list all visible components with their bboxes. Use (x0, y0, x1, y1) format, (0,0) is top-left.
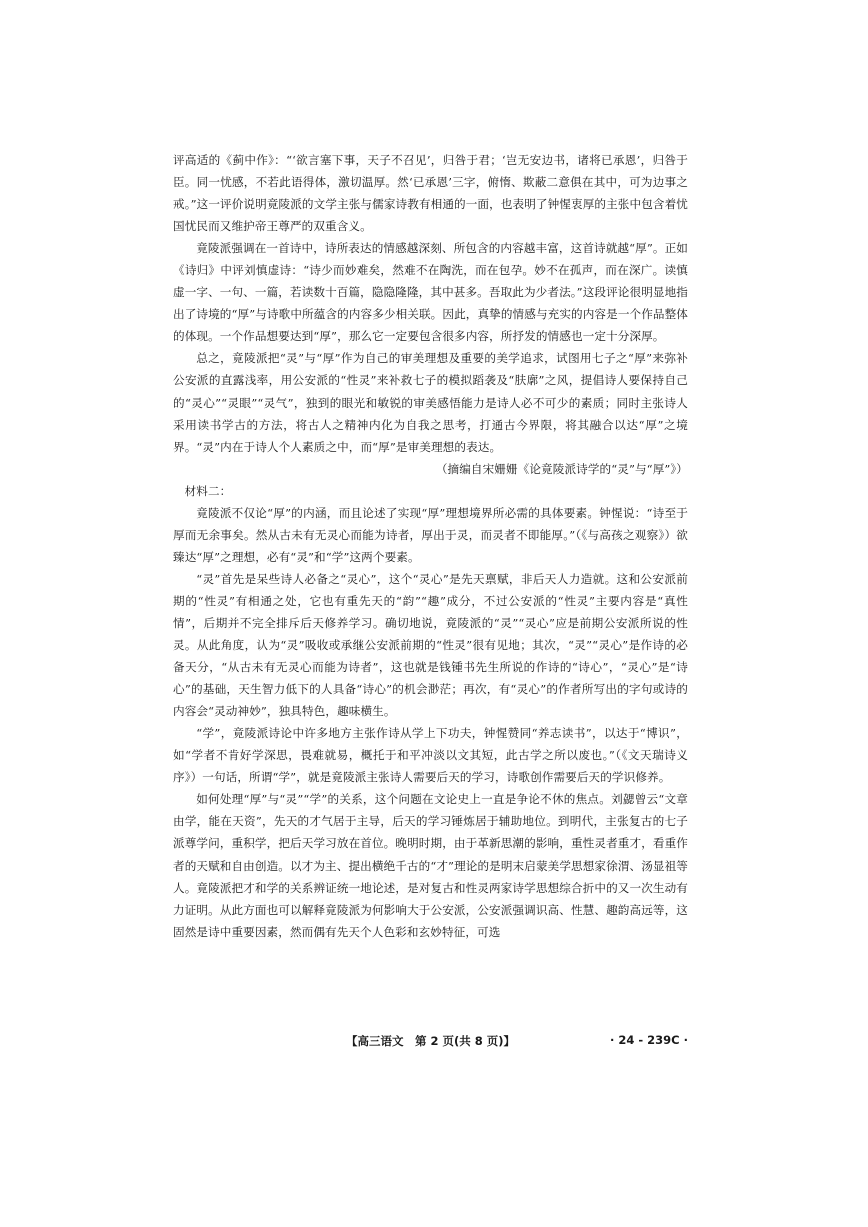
exam-code: · 24 - 239C · (610, 1033, 688, 1047)
citation: （摘编自宋姗姗《论竟陵派诗学的“灵”与“厚”》） (435, 461, 688, 476)
material-two-paragraph-3: “学”，竟陵派诗论中许多地方主张作诗从学上下功夫，钟惺赞同“养志读书”，以达于“博识”，如“学者不肯好学深思，畏难就易，概托于和平冲淡以文其短，此古学之所以废也。”（《文天瑞诗义序》）一句话，所谓“学”，就是竟陵派主张诗人需要后天的学习，诗歌创作需要后天的学识修养。 (173, 726, 688, 785)
page-footer (173, 1033, 688, 1055)
article-body (173, 149, 688, 943)
paragraph-3: 总之，竟陵派把“灵”与“厚”作为自己的审美理想及重要的美学追求，试图用七子之“厚”来弥补公安派的直露浅率，用公安派的“性灵”来补救七子的模拟蹈袭及“肤廓”之风，提倡诗人要保持自己的“灵心”“灵眼”“灵气”，独到的眼光和敏锐的审美感悟能力是诗人必不可少的素质；同时主张诗人采用读书学古的方法，将古人之精神内化为自我之思考，打通古今界限，将其融合以达“厚”之境界。“灵”内在于诗人个人素质之中，而“厚”是审美理想的表达。 (173, 351, 688, 454)
material-two-paragraph-4: 如何处理“厚”与“灵”“学”的关系，这个问题在文论史上一直是争论不休的焦点。刘勰曾云“文章由学，能在天资”，先天的才气居于主导，后天的学习锤炼居于辅助地位。到明代，主张复古的七子派尊学问，重积学，把后天学习放在首位。晚明时期，由于革新思潮的影响，重性灵者重才，看重作者的天赋和自由创造。以才为主、提出横绝千古的“才”理论的是明末启蒙美学思想家徐渭、汤显祖等人。竟陵派把才和学的关系辨证统一地论述，是对复古和性灵两家诗学思想综合折中的又一次生动有力证明。从此方面也可以解释竟陵派为何影响大于公安派，公安派强调识高、性慧、趣韵高远等，这固然是诗中重要因素，然而偶有先天个人色彩和玄妙特征，可选 (173, 792, 688, 939)
material-two-heading: 材料二： (184, 483, 232, 498)
material-two-paragraph-2: “灵”首先是呆些诗人必备之“灵心”，这个“灵心”是先天禀赋，非后天人力造就。这和公安派前期的“性灵”有相通之处，它也有重先天的“韵”“趣”成分，不过公安派的“性灵”主要内容是“真性情”，后期并不完全排斥后天修养学习。确切地说，竟陵派的“灵”“灵心”应是前期公安派所说的性灵。从此角度，认为“灵”吸收或承继公安派前期的“性灵”很有见地；其次，“灵”“灵心”是作诗的必备天分，“从古未有无灵心而能为诗者”，这也就是钱锺书先生所说的作诗的“诗心”，“灵心”是“诗心”的基础，天生智力低下的人具备“诗心”的机会渺茫；再次，有“灵心”的作者所写出的字句或诗的内容会“灵动神妙”，独具特色，趣味横生。 (173, 571, 688, 719)
page-number: 【高三语文 第 2 页(共 8 页)】 (345, 1034, 516, 1048)
material-two-paragraph-1: 竟陵派不仅论“厚”的内涵，而且论述了实现“厚”理想境界所必需的具体要素。钟惺说：“诗至于厚而无余事矣。然从古未有无灵心而能为诗者，厚出于灵，而灵者不即能厚。”（《与高孩之观察》）欲臻达“厚”之理想，必有“灵”和“学”这两个要素。 (173, 505, 688, 564)
paragraph-1: 评高适的《蓟中作》：“‘欲言塞下事，天子不召见’，归咎于君；‘岂无安边书，诸将已承恩’，归咎于臣。同一忧感，不若此语得体，激切温厚。然‘已承恩’三字，俯惰、欺蔽二意俱在其中，可为边事之戒。”这一评价说明竟陵派的文学主张与儒家诗教有相通的一面，也表明了钟惺衷厚的主张中包含着忧国忧民而又维护帝王尊严的双重含义。 (173, 153, 688, 234)
paragraph-2: 竟陵派强调在一首诗中，诗所表达的情感越深刻、所包含的内容越丰富，这首诗就越“厚”。正如《诗归》中评刘慎虚诗：“诗少而妙难矣，然难不在陶洗，而在包孕。妙不在孤声，而在深广。读慎虚一字、一句、一篇，若读数十百篇，隐隐隆隆，其中甚多。吾取此为少者法。”这段评论很明显地指出了诗境的“厚”与诗歌中所蕴含的内容多少相关联。因此，真挚的情感与充实的内容是一个作品整体的体现。一个作品想要达到“厚”，那么它一定要包含很多内容，所抒发的情感也一定十分深厚。 (173, 241, 688, 344)
